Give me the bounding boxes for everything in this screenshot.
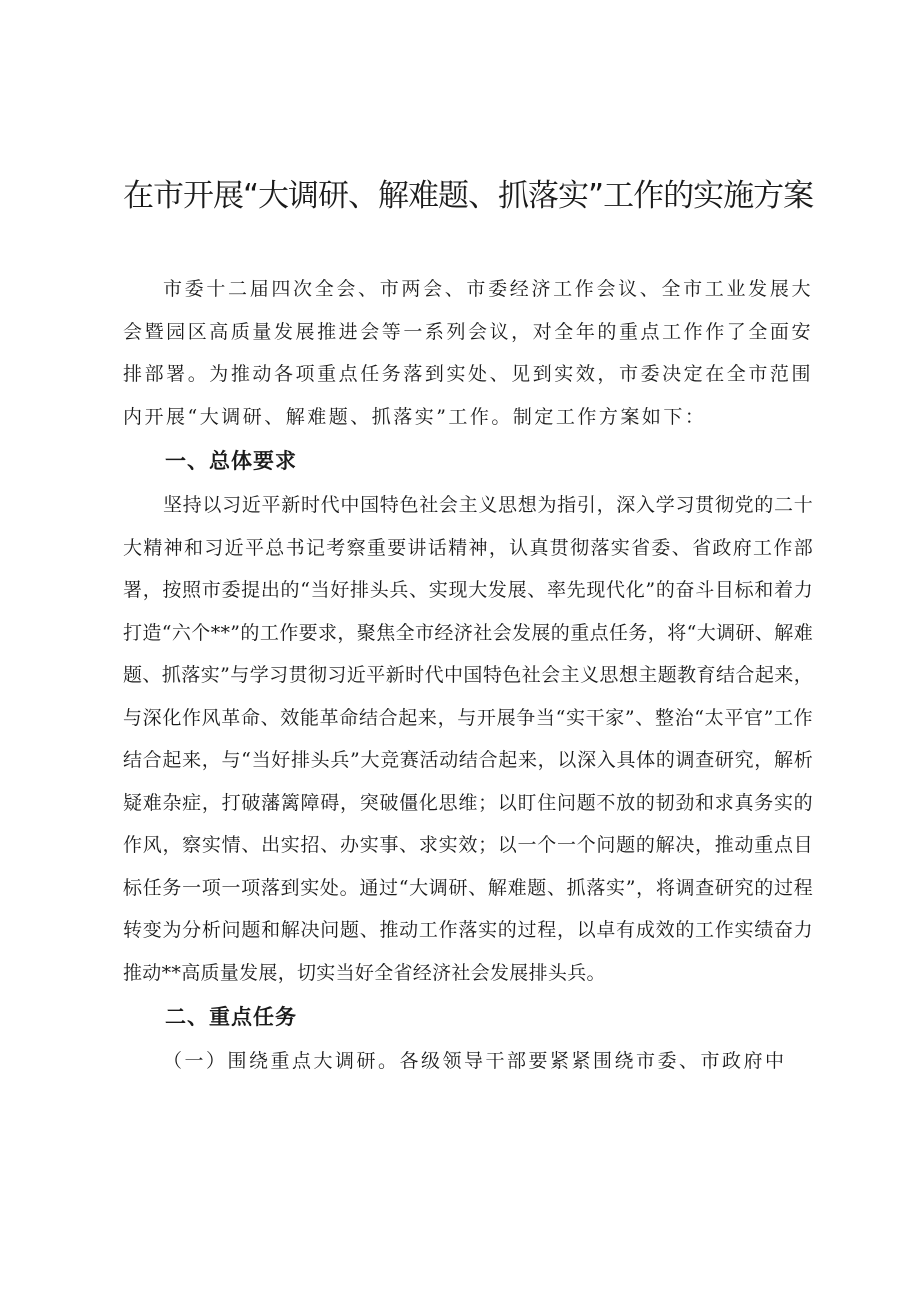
- intro-paragraph: 市委十二届四次全会、市两会、市委经济工作会议、全市工业发展大会暨园区高质量发展推进会等一系列会议，对全年的重点工作作了全面安排部署。为推动各项重点任务落到实处、见到实效，市委决定在全市范围内开展“大调研、解难题、抓落实”工作。制定工作方案如下：: [123, 278, 813, 428]
- section-heading-general-requirements: 一、总体要求: [165, 449, 297, 473]
- general-requirements-paragraph: 坚持以习近平新时代中国特色社会主义思想为指引，深入学习贯彻党的二十大精神和习近平总书记考察重要讲话精神，认真贯彻落实省委、省政府工作部署，按照市委提出的“当好排头兵、实现大发展、率先现代化”的奋斗目标和着力打造“六个**”的工作要求，聚焦全市经济社会发展的重点任务，将“大调研、解难题、抓落实”与学习贯彻习近平新时代中国特色社会主义思想主题教育结合起来，与深化作风革命、效能革命结合起来，与开展争当“实干家”、整治“太平官”工作结合起来，与“当好排头兵”大竞赛活动结合起来，以深入具体的调查研究，解析疑难杂症，打破藩篱障碍，突破僵化思维；以盯住问题不放的韧劲和求真务实的作风，察实情、出实招、办实事、求实效；以一个一个问题的解决，推动重点目标任务一项一项落到实处。通过“大调研、解难题、抓落实”，将调查研究的过程转变为分析问题和解决问题、推动工作落实的过程，以卓有成效的工作实绩奋力推动**高质量发展，切实当好全省经济社会发展排头兵。: [123, 494, 813, 984]
- key-task-item-1: （一）围绕重点大调研。各级领导干部要紧紧围绕市委、市政府中: [163, 1050, 787, 1072]
- document-body: [123, 268, 813, 1083]
- section-heading-key-tasks: 二、重点任务: [165, 1005, 297, 1029]
- document-title: 在市开展“大调研、解难题、抓落实”工作的实施方案: [123, 178, 814, 214]
